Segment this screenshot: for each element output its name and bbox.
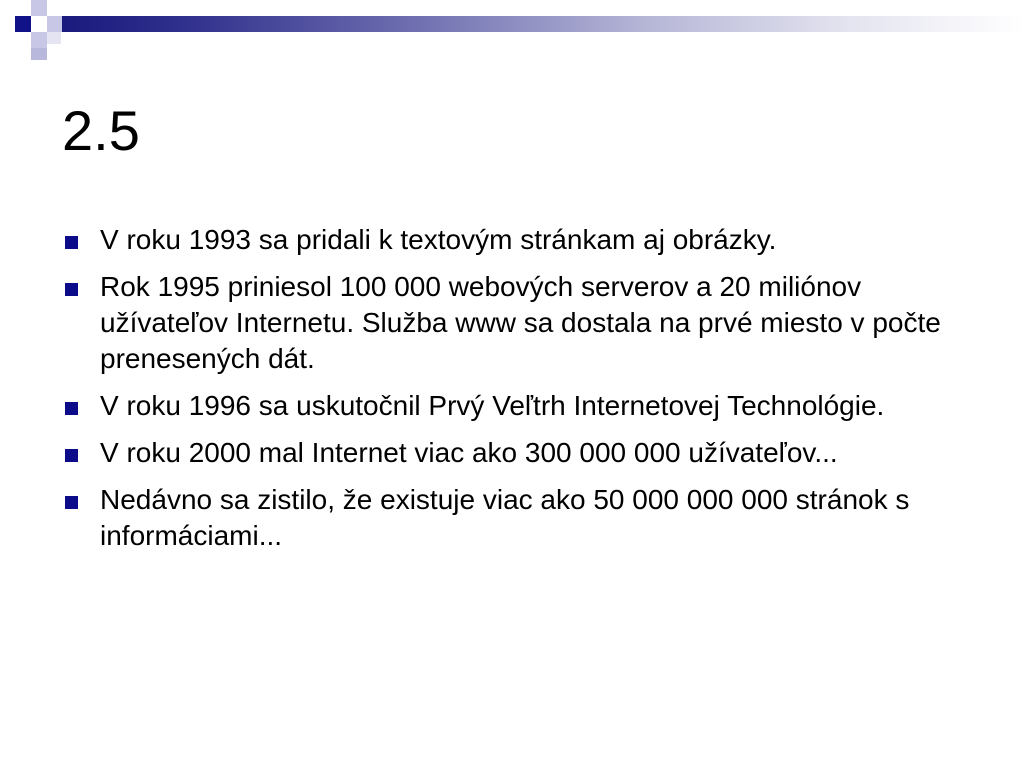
bullet-text: V roku 2000 mal Internet viac ako 300 000 000 užívateľov... (100, 437, 838, 468)
slide-title: 2.5 (62, 99, 140, 162)
square-bullet-icon (65, 283, 78, 296)
bullet-item (62, 435, 982, 471)
decor-square (47, 32, 61, 44)
bullet-item (62, 269, 982, 377)
square-bullet-icon (65, 402, 78, 415)
square-bullet-icon (65, 449, 78, 462)
bullet-list (62, 222, 982, 565)
square-bullet-icon (65, 236, 78, 249)
bullet-text: Nedávno sa zistilo, že existuje viac ako 50 000 000 000 stránok s informáciami... (100, 484, 910, 551)
decor-square (47, 16, 63, 32)
decor-square (31, 0, 47, 16)
bullet-text: V roku 1996 sa uskutočnil Prvý Veľtrh Internetovej Technológie. (100, 390, 885, 421)
decor-gradient-band (62, 16, 1024, 32)
bullet-text: Rok 1995 priniesol 100 000 webových serverov a 20 miliónov užívateľov Internetu. Služba www sa dostala na prvé miesto v počte prenesených dát. (100, 271, 941, 374)
square-bullet-icon (65, 496, 78, 509)
bullet-text: V roku 1993 sa pridali k textovým stránkam aj obrázky. (100, 224, 777, 255)
decor-square (31, 32, 47, 48)
decor-square (31, 48, 47, 60)
bullet-item (62, 388, 982, 424)
bullet-item (62, 482, 982, 554)
decor-square (15, 16, 31, 32)
bullet-item (62, 222, 982, 258)
